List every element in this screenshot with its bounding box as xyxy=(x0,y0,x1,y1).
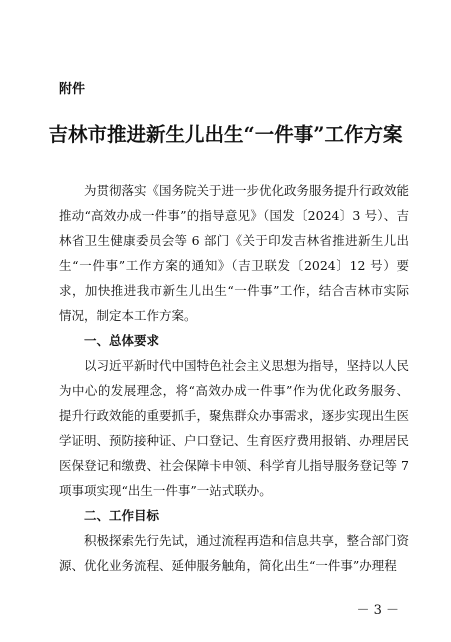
page-number: － 3 － xyxy=(356,603,399,618)
section-paragraph-general-requirements: 以习近平新时代中国特色社会主义思想为指导，坚持以人民为中心的发展理念，将“高效办成一件事”作为优化政务服务、提升行政效能的重要抓手，聚焦群众办事需求，逐步实现出生医学证明、预防接种证、户口登记、生育医疗费用报销、办理居民医保登记和缴费、社会保障卡申领、科学育儿指导服务登记等 7 项事项实现“出生一件事”一站式联办。 xyxy=(59,358,410,498)
section-heading-general-requirements: 一、总体要求 xyxy=(84,333,160,348)
document-body xyxy=(59,178,409,578)
intro-paragraph: 为贯彻落实《国务院关于进一步优化政务服务提升行政效能推动“高效办成一件事”的指导意见》（国发〔2024〕3 号）、吉林省卫生健康委员会等 6 部门《关于印发吉林省推进新生儿出生“一件事”工作方案的通知》（吉卫联发〔2024〕12 号）要求，加快推进我市新生儿出生“一件事”工作，结合吉林市实际情况，制定本工作方案。 xyxy=(59,183,410,323)
document-title: 吉林市推进新生儿出生“一件事”工作方案 xyxy=(48,123,403,146)
section-paragraph-work-goals: 积极探索先行先试，通过流程再造和信息共享，整合部门资源、优化业务流程、延伸服务触角，简化出生“一件事”办理程 xyxy=(59,533,410,573)
attachment-label: 附件 xyxy=(59,82,86,97)
section-heading-work-goals: 二、工作目标 xyxy=(84,508,160,523)
